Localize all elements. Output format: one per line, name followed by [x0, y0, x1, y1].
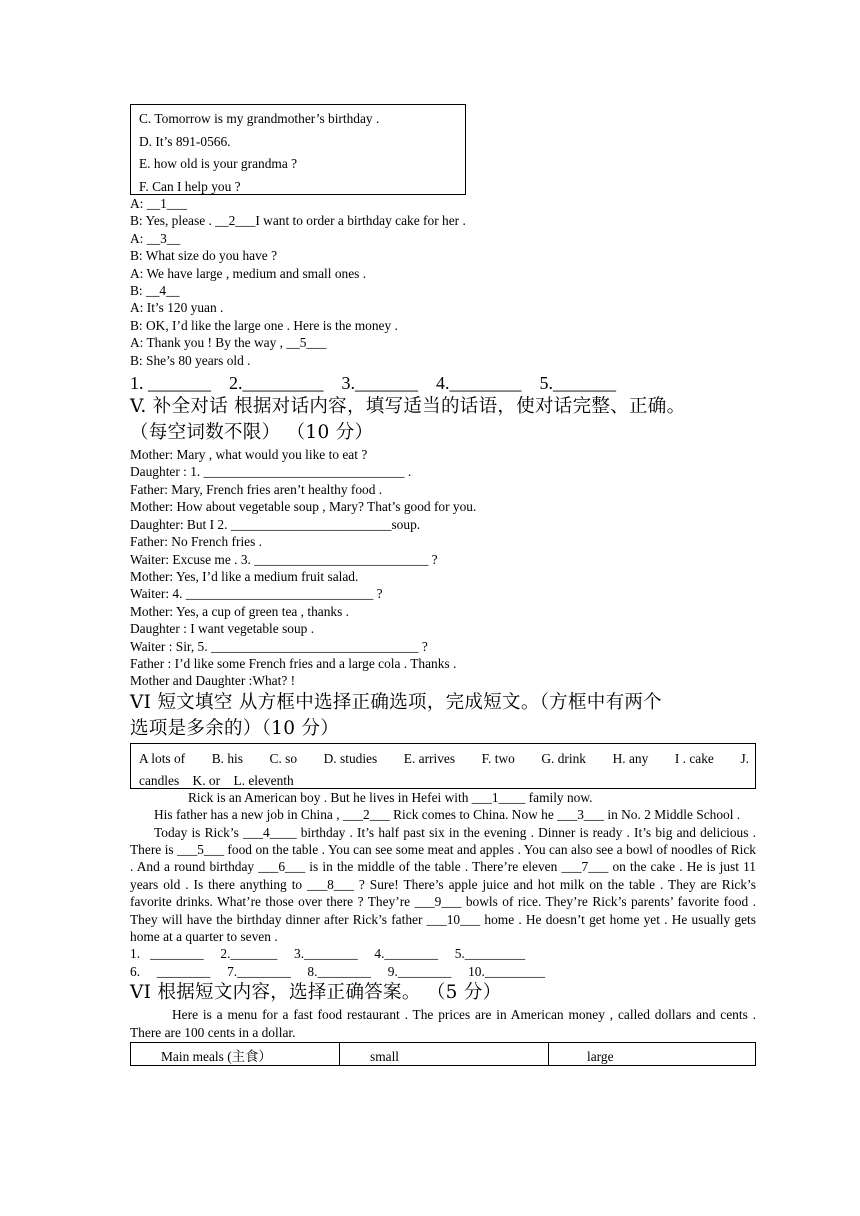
dialogue-line: B: She’s 80 years old .: [130, 352, 251, 368]
dialogue-line: B: OK, I’d like the large one . Here is the money .: [130, 317, 398, 333]
word-choice: F. two: [481, 750, 515, 766]
word-choice: B. his: [211, 750, 243, 766]
dialogue-line: Daughter : I want vegetable soup .: [130, 621, 315, 637]
dialogue-line: A: It’s 120 yuan .: [130, 300, 224, 316]
dialogue-line: Waiter : Sir, 5. _______________________________ ?: [130, 638, 428, 654]
dialogue-1: [130, 195, 756, 369]
dialogue-line: Daughter: But I 2. ________________________soup.: [130, 516, 421, 532]
word-choice: D. studies: [323, 750, 378, 766]
table-header-large: large: [549, 1043, 756, 1066]
option-e: E. how old is your grandma ?: [139, 156, 298, 171]
dialogue-2: [130, 446, 756, 690]
word-choice-row-2: candles K. or L. eleventh: [139, 772, 294, 788]
dialogue-line: Father : I’d like some French fries and a large cola . Thanks .: [130, 655, 457, 671]
section-5-heading: V. 补全对话 根据对话内容，填写适当的话语，使对话完整、正确。: [130, 396, 686, 418]
section-6-subheading: 选项是多余的）（10 分）: [130, 717, 340, 739]
word-choice-box: [130, 743, 756, 789]
dialogue-line: Mother and Daughter :What? !: [130, 673, 296, 689]
word-choice: G. drink: [541, 750, 587, 766]
table-header-small: small: [340, 1043, 549, 1066]
dialogue-line: Waiter: Excuse me . 3. __________________________ ?: [130, 551, 438, 567]
dialogue-line: B: __4__: [130, 283, 180, 299]
passage-paragraph-2: His father has a new job in China , ___2___ Rick comes to China. Now he ___3___ in No. 2 Middle School .: [154, 807, 741, 823]
dialogue-line: Father: No French fries .: [130, 534, 263, 550]
dialogue-line: Mother: Yes, a cup of green tea , thanks .: [130, 603, 350, 619]
passage-paragraph-1: Rick is an American boy . But he lives in Hefei with ___1____ family now.: [188, 789, 593, 805]
dialogue-line: Mother: Yes, I’d like a medium fruit salad.: [130, 568, 359, 584]
option-c: C. Tomorrow is my grandmother’s birthday .: [139, 111, 380, 126]
word-choice: H. any: [612, 750, 649, 766]
dialogue-line: Mother: Mary , what would you like to eat ?: [130, 447, 368, 463]
dialogue-line: Father: Mary, French fries aren’t healthy food .: [130, 481, 383, 497]
dialogue-line: Daughter : 1. ______________________________ .: [130, 464, 412, 480]
dialogue-line: A: __1___: [130, 196, 187, 211]
word-choice-row: [139, 748, 749, 770]
answer-blanks-1: 1. _______ 2._________ 3._______ 4.________ 5._______: [130, 373, 616, 394]
table-header-main-meals: Main meals (主食）: [131, 1043, 340, 1066]
option-d: D. It’s 891-0566.: [139, 133, 231, 149]
table-row: [131, 1043, 756, 1066]
dialogue-line: A: __3__: [130, 230, 181, 246]
answer-blanks-2-row-1: 1. ________ 2._______ 3.________ 4.________ 5._________: [130, 946, 526, 962]
dialogue-line: A: Thank you ! By the way , __5___: [130, 335, 327, 351]
options-box: [130, 104, 466, 195]
word-choice: A lots of: [139, 750, 186, 766]
dialogue-line: B: What size do you have ?: [130, 248, 278, 264]
dialogue-line: Waiter: 4. ____________________________ ?: [130, 586, 383, 602]
word-choice: E. arrives: [403, 750, 456, 766]
dialogue-line: Mother: How about vegetable soup , Mary? That’s good for you.: [130, 499, 477, 515]
option-f: F. Can I help you ?: [139, 178, 241, 194]
section-6-heading: VI 短文填空 从方框中选择正确选项，完成短文。（方框中有两个: [130, 691, 662, 713]
worksheet-page: [130, 104, 756, 1066]
section-5-subheading: （每空词数不限） （10 分）: [130, 422, 374, 444]
menu-intro-paragraph: Here is a menu for a fast food restaurant . The prices are in American money , called dollars and cents . There are 100 cents in a dollar.: [130, 1007, 756, 1040]
answer-blanks-2-row-2: 6. ________ 7.________ 8.________ 9.________ 10._________: [130, 963, 546, 979]
word-choice: J.: [740, 750, 749, 766]
menu-table: [130, 1042, 756, 1066]
passage-paragraph-3: Today is Rick’s ___4____ birthday . It’s half past six in the evening . Dinner is ready . It’s big and delicious . There is ___5___ food on the table . You can see some meat and apples . You can also see a bowl of noodles of Rick . And a round birthday ___6___ is in the middle of the table . There’re eleven ___7___ on the cake . He is just 11 years old . Is there anything to ___8___ ? Sure! There’s apple juice and hot milk on the table . They are Rick’s favorite drinks. What’re those over there ? They’re ___9___ bowls of rice. They’re Rick’s parents’ favorite food . They will have the birthday dinner after Rick’s father ___10___ home . He doesn’t get home yet . He usually gets home at a quarter to seven .: [130, 824, 756, 944]
section-7-heading: VI 根据短文内容，选择正确答案。 （5 分）: [130, 982, 502, 1004]
dialogue-line: B: Yes, please . __2___I want to order a birthday cake for her .: [130, 213, 466, 229]
dialogue-line: A: We have large , medium and small ones .: [130, 265, 367, 281]
word-choice: C. so: [269, 750, 298, 766]
word-choice: I . cake: [674, 750, 714, 766]
